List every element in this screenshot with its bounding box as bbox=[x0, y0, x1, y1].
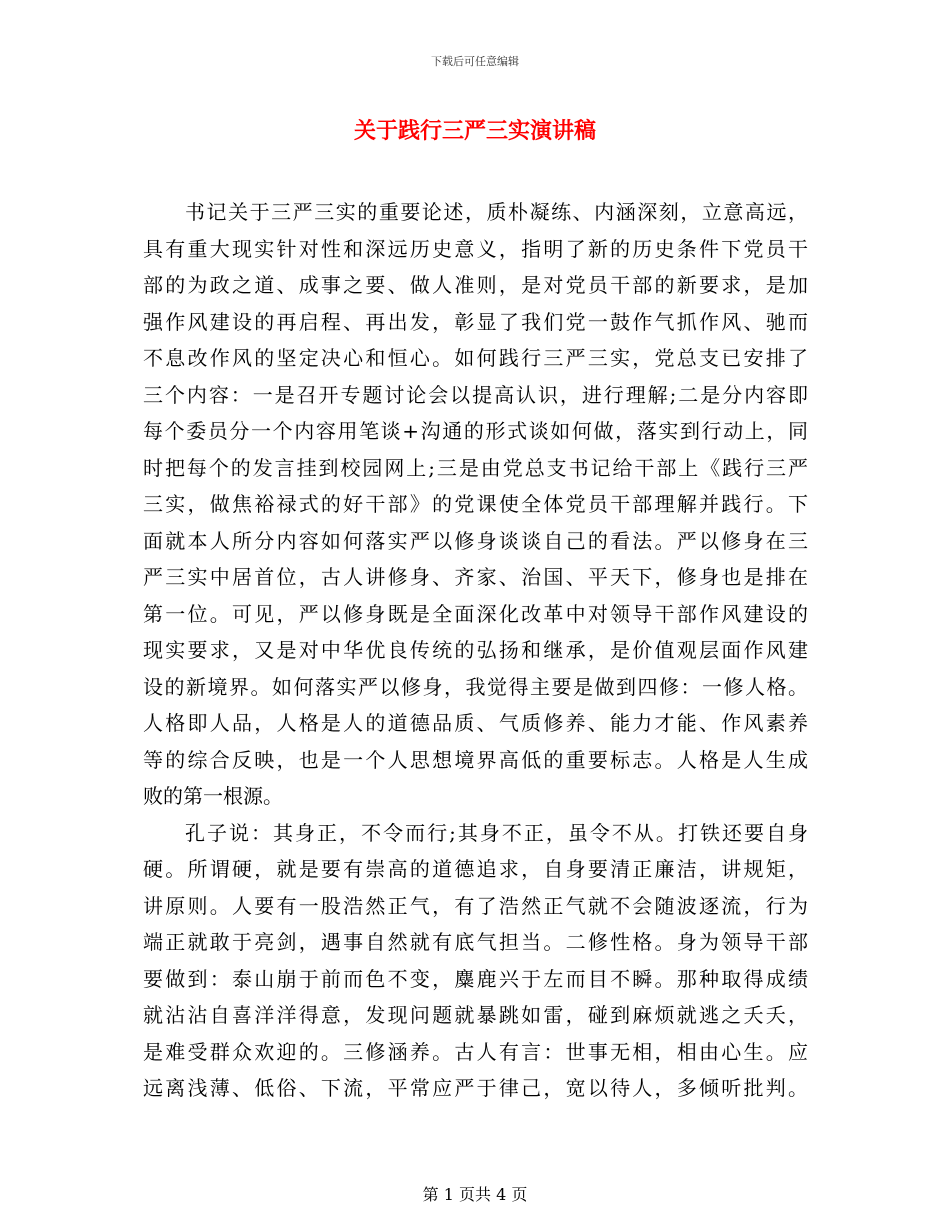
text-line: 就沾沾自喜洋洋得意，发现问题就暴跳如雷，碰到麻烦就逃之夭夭， bbox=[143, 1003, 808, 1027]
text-line: 败的第一根源。 bbox=[143, 784, 283, 808]
text-line: 每个委员分一个内容用笔谈+沟通的形式谈如何做，落实到行动上，同 bbox=[143, 419, 808, 443]
text-line: 要做到：泰山崩于前而色不变，麋鹿兴于左而目不瞬。那种取得成绩 bbox=[143, 966, 808, 991]
text-line: 具有重大现实针对性和深远历史意义，指明了新的历史条件下党员干 bbox=[143, 236, 808, 261]
text-line: 时把每个的发言挂到校园网上;三是由党总支书记给干部上《践行三严 bbox=[143, 455, 808, 480]
text-line: 部的为政之道、成事之要、做人准则，是对党员干部的新要求，是加 bbox=[143, 273, 808, 297]
text-line: 硬。所谓硬，就是要有崇高的道德追求，自身要清正廉洁，讲规矩， bbox=[143, 857, 808, 881]
text-line: 端正就敢于亮剑，遇事自然就有底气担当。二修性格。身为领导干部 bbox=[143, 930, 808, 954]
page-number-footer: 第 1 页共 4 页 bbox=[422, 1185, 528, 1204]
text-line: 面就本人所分内容如何落实严以修身谈谈自己的看法。严以修身在三 bbox=[143, 528, 808, 553]
text-line: 讲原则。人要有一股浩然正气，有了浩然正气就不会随波逐流，行为 bbox=[143, 893, 808, 918]
text-line: 强作风建设的再启程、再出发，彰显了我们党一鼓作气抓作风、驰而 bbox=[143, 309, 808, 334]
document-body bbox=[143, 194, 808, 1107]
text-line: 人格即人品，人格是人的道德品质、气质修养、能力才能、作风素养 bbox=[143, 711, 808, 735]
text-line: 第一位。可见，严以修身既是全面深化改革中对领导干部作风建设的 bbox=[143, 601, 808, 626]
text-line: 等的综合反映，也是一个人思想境界高低的重要标志。人格是人生成 bbox=[143, 747, 808, 772]
text-line: 孔子说：其身正，不令而行;其身不正，虽令不从。打铁还要自身 bbox=[185, 820, 808, 845]
paragraph-2 bbox=[143, 815, 808, 1107]
text-line: 书记关于三严三实的重要论述，质朴凝练、内涵深刻，立意高远， bbox=[185, 200, 808, 224]
text-line: 设的新境界。如何落实严以修身，我觉得主要是做到四修：一修人格。 bbox=[143, 674, 808, 699]
text-line: 现实要求，又是对中华优良传统的弘扬和继承，是价值观层面作风建 bbox=[143, 638, 808, 662]
text-line: 远离浅薄、低俗、下流，平常应严于律己，宽以待人，多倾听批判。 bbox=[143, 1076, 808, 1100]
text-line: 三个内容：一是召开专题讨论会以提高认识，进行理解;二是分内容即 bbox=[143, 382, 808, 407]
text-line: 三实，做焦裕禄式的好干部》的党课使全体党员干部理解并践行。下 bbox=[143, 492, 808, 516]
paragraph-1 bbox=[143, 194, 808, 815]
header-note: 下载后可任意编辑 bbox=[431, 55, 519, 68]
text-line: 严三实中居首位，古人讲修身、齐家、治国、平天下，修身也是排在 bbox=[143, 565, 808, 589]
document-title: 关于践行三严三实演讲稿 bbox=[353, 118, 596, 144]
text-line: 不息改作风的坚定决心和恒心。如何践行三严三实，党总支已安排了 bbox=[143, 346, 808, 370]
text-line: 是难受群众欢迎的。三修涵养。古人有言：世事无相，相由心生。应 bbox=[143, 1039, 808, 1064]
